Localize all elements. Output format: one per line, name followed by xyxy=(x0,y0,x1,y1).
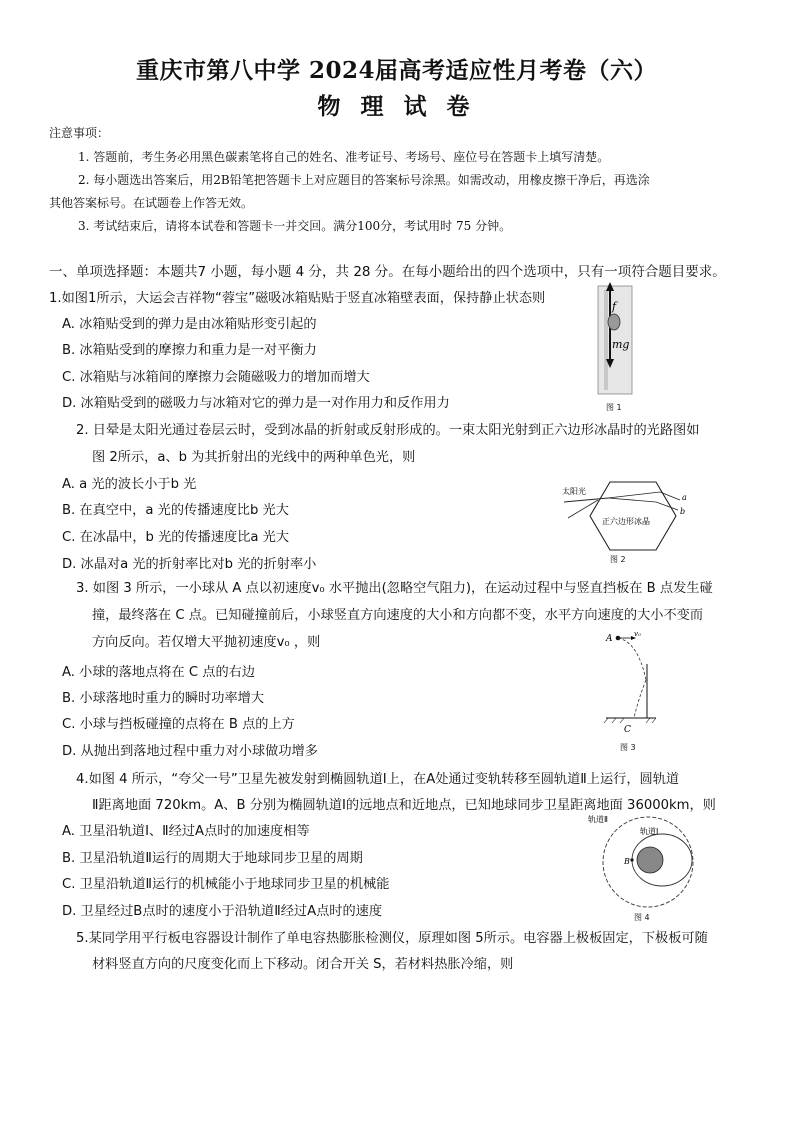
q5-stem-cont: 材料竖直方向的尺度变化而上下移动。闭合开关 S，若材料热胀冷缩，则 xyxy=(92,957,514,972)
q4-stem-cont: Ⅱ距离地面 720km。A、B 分别为椭圆轨道Ⅰ的远地点和近地点，已知地球同步卫星距离地面 36000km，则 xyxy=(92,798,716,813)
q3-stem: 3. 如图 3 所示，一小球从 A 点以初速度v₀ 水平抛出(忽略空气阻力)，在运动过程中与竖直挡板在 B 点发生碰 xyxy=(76,581,713,596)
q1-option-a: A. 冰箱贴受到的弹力是由冰箱贴形变引起的 xyxy=(62,317,317,332)
q5-stem: 5.某同学用平行板电容器设计制作了单电容热膨胀检测仪，原理如图 5所示。电容器上极板固定，下极板可随 xyxy=(76,931,708,946)
q4-stem: 4.如图 4 所示，“夸父一号”卫星先被发射到椭圆轨道Ⅰ上，在A处通过变轨转移至圆轨道Ⅱ上运行，圆轨道 xyxy=(76,772,680,787)
q1-option-d: D. 冰箱贴受到的磁吸力与冰箱对它的弹力是一对作用力和反作用力 xyxy=(62,396,450,411)
figure-1 xyxy=(592,282,642,414)
q3-option-a: A. 小球的落地点将在 C 点的右边 xyxy=(62,665,256,680)
fig3-v0-label: v₀ xyxy=(634,630,641,638)
q4-option-a: A. 卫星沿轨道Ⅰ、Ⅱ经过A点时的加速度相等 xyxy=(62,824,310,839)
fig2-crystal-label: 正六边形冰晶 xyxy=(602,517,650,526)
fig1-f-label: f xyxy=(612,300,617,313)
notice-item: 3. 考试结束后，请将本试卷和答题卡一并交回。满分100分，考试用时 75 分钟。 xyxy=(78,219,512,233)
q2-option-b: B. 在真空中，a 光的传播速度比b 光大 xyxy=(62,503,289,518)
q1-option-b: B. 冰箱贴受到的摩擦力和重力是一对平衡力 xyxy=(62,343,317,358)
q2-option-d: D. 冰晶对a 光的折射率比对b 光的折射率小 xyxy=(62,557,317,572)
figure-3 xyxy=(600,628,660,754)
fig1-mg-label: mg xyxy=(612,338,630,351)
q1-stem: 1.如图1所示，大运会吉祥物“蓉宝”磁吸冰箱贴贴于竖直冰箱壁表面，保持静止状态则 xyxy=(49,291,546,306)
notice-item: 1. 答题前，考生务必用黑色碳素笔将自己的姓名、准考证号、考场号、座位号在答题卡上填写清楚。 xyxy=(78,150,610,164)
fig4-orbit2-label: 轨道Ⅱ xyxy=(588,815,608,824)
q2-option-c: C. 在冰晶中，b 光的传播速度比a 光大 xyxy=(62,530,290,545)
q2-option-a: A. a 光的波长小于b 光 xyxy=(62,477,197,492)
notice-item: 2. 每小题选出答案后，用2B铅笔把答题卡上对应题目的答案标号涂黑。如需改动，用橡皮擦干净后，再选涂 xyxy=(78,173,650,187)
q3-option-d: D. 从抛出到落地过程中重力对小球做功增多 xyxy=(62,744,318,759)
figure-4 xyxy=(588,812,698,922)
q1-option-c: C. 冰箱贴与冰箱间的摩擦力会随磁吸力的增加而增大 xyxy=(62,370,370,385)
page-subtitle: 物 理 试 卷 xyxy=(317,93,476,120)
figure-1-caption: 图 1 xyxy=(606,403,622,412)
fig2-a-label: a xyxy=(682,493,687,502)
q3-option-c: C. 小球与挡板碰撞的点将在 B 点的上方 xyxy=(62,717,295,732)
figure-2 xyxy=(558,470,698,568)
notice-heading: 注意事项： xyxy=(49,126,110,140)
figure-2-caption: 图 2 xyxy=(610,555,626,564)
q4-option-d: D. 卫星经过B点时的速度小于沿轨道Ⅱ经过A点时的速度 xyxy=(62,904,383,919)
fig3-A-label: A xyxy=(606,634,613,644)
q3-stem-cont: 撞，最终落在 C 点。已知碰撞前后，小球竖直方向速度的大小和方向都不变，水平方向速度的大小不变而 xyxy=(92,608,704,623)
fig2-b-label: b xyxy=(680,507,686,516)
fig2-sun-label: 太阳光 xyxy=(562,487,586,496)
figure-3-caption: 图 3 xyxy=(620,743,636,752)
q2-stem: 2. 日晕是太阳光通过卷层云时，受到冰晶的折射或反射形成的。一束太阳光射到正六边形冰晶时的光路图如 xyxy=(76,423,700,438)
fig3-C-label: C xyxy=(624,725,631,735)
q3-option-b: B. 小球落地时重力的瞬时功率增大 xyxy=(62,691,265,706)
fig4-B-label: B xyxy=(624,857,630,866)
q4-option-c: C. 卫星沿轨道Ⅱ运行的机械能小于地球同步卫星的机械能 xyxy=(62,877,390,892)
notice-item: 其他答案标号。在试题卷上作答无效。 xyxy=(49,196,254,210)
q4-option-b: B. 卫星沿轨道Ⅱ运行的周期大于地球同步卫星的周期 xyxy=(62,851,363,866)
fig4-orbit1-label: 轨道Ⅰ xyxy=(640,827,659,836)
q3-stem-cont2: 方向反向。若仅增大平抛初速度v₀ ，则 xyxy=(92,635,321,650)
figure-4-caption: 图 4 xyxy=(634,913,650,922)
page-title: 重庆市第八中学 2024届高考适应性月考卷（六） xyxy=(135,57,658,84)
section-heading: 一、单项选择题：本题共7 小题，每小题 4 分，共 28 分。在每小题给出的四个选项中，只有一项符合题目要求。 xyxy=(49,264,726,280)
q2-stem-cont: 图 2所示，a、b 为其折射出的光线中的两种单色光，则 xyxy=(92,450,416,465)
